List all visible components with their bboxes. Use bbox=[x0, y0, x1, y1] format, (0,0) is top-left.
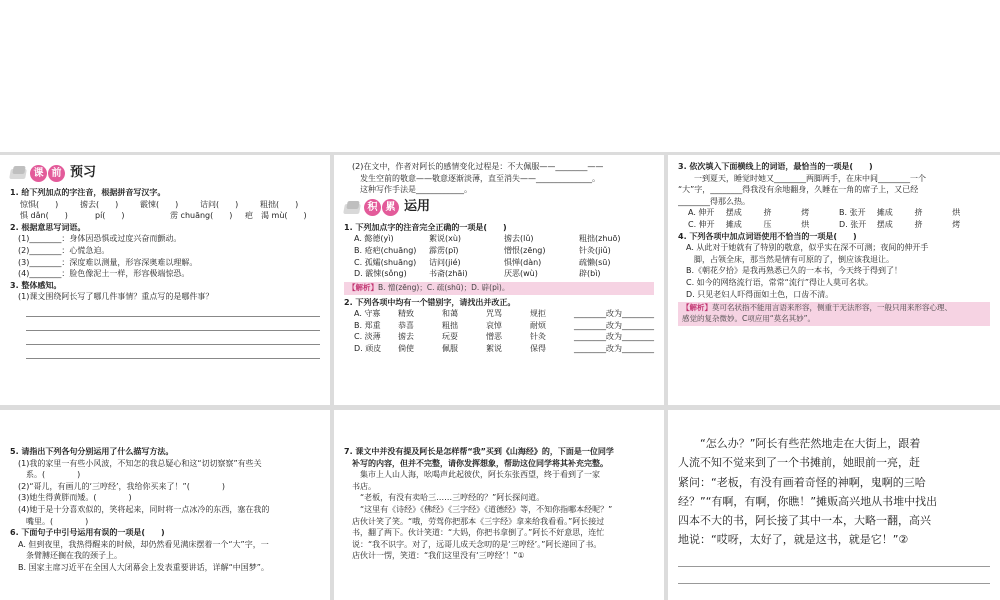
pinyin-row: 惊惧( ) 掳去( ) 霰悚( ) 诘问( ) 粗拙( ) bbox=[20, 199, 299, 209]
passage-line: ________得那么热。 bbox=[678, 196, 750, 206]
passage-line: 店伙计笑了笑。“哦，劳驾你把那本《三字经》拿来给我看看。”阿长接过 bbox=[352, 516, 605, 526]
passage-line: “老板，有没有卖哈三……三哼经的？”阿长探问道。 bbox=[360, 493, 545, 503]
question-title: 3. 整体感知。 bbox=[10, 280, 62, 290]
passage-line: 集市上人山人海，吆喝声此起彼伏，阿长东张西望，终于看到了一家 bbox=[360, 470, 600, 480]
option-item: B. 国家主席习近平在全国人大闭幕会上发表重要讲话，详解“中国梦”。 bbox=[18, 562, 269, 572]
option-row: A. 伸开 摆成 挤 烤 B. 张开 摊成 挤 烘 bbox=[688, 208, 961, 218]
panel-practice bbox=[334, 155, 664, 405]
passage-line: “大”字，________得我没有余地翻身，久睡在一角的席子上，又已经 bbox=[678, 185, 919, 195]
panel-question-7 bbox=[334, 410, 664, 600]
question-title: 7. 课文中并没有提及阿长是怎样帮“我”买到《山海经》的，下面是一位同学 bbox=[344, 447, 614, 456]
option-row: B. 疮疤(chuāng) 霹雳(pī) 憎恨(zēng) 针灸(jiǔ) bbox=[354, 245, 611, 255]
passage-line: 紧问：“老板，有没有画着奇怪的神啊，鬼啊的三哈 bbox=[678, 475, 926, 489]
option-row: C. 伸开 摊成 压 烘 D. 张开 摆成 挤 烤 bbox=[688, 219, 961, 229]
section-header-preview bbox=[10, 161, 320, 185]
passage-line: 一到夏天，睡觉时她又________两脚两手，在床中间________一个 bbox=[694, 173, 926, 183]
analysis-note: 【解析】莫可名状指不能用言语来形容，侧重于无法形容，一般只用来形容心理、 感觉的复杂微妙。C项应用“莫名其妙”。 bbox=[678, 302, 990, 326]
option-item: D. 只见老妇人吓得面如土色，口齿不清。 bbox=[686, 289, 834, 299]
option-row: A. 守寡 精致 和蔼 咒骂 规拒 ________改为________ bbox=[354, 309, 654, 319]
answer-line[interactable] bbox=[26, 305, 320, 317]
book-icon bbox=[344, 200, 362, 216]
continued-text: (2)在文中，作者对阿长的感情变化过程是：不大佩服——________—— bbox=[352, 162, 604, 171]
question-item: 嘴里。( ) bbox=[26, 516, 89, 526]
question-title: 1. 下列加点字的注音完全正确的一项是( ) bbox=[344, 222, 507, 232]
answer-line[interactable] bbox=[26, 333, 320, 345]
question-item: (1)课文围绕阿长写了哪几件事情？重点写的是哪件事？ bbox=[18, 292, 214, 302]
passage-line: 经？”“有啊，有啊，你瞧！”摊贩高兴地从书堆中找出 bbox=[678, 494, 938, 508]
option-row: B. 郑重 恭喜 粗拙 哀悼 耐烦 ________改为________ bbox=[354, 320, 654, 330]
question-title: 1. 给下列加点的字注音，根据拼音写汉字。 bbox=[10, 188, 166, 197]
question-item: (3)________：深度难以测量，形容深奥难以理解。 bbox=[18, 257, 198, 267]
continued-text: 发生空前的敬意——敬意逐渐淡薄，直至消失——______________。 bbox=[360, 173, 600, 183]
option-item: B.《朝花夕拾》是我再熟悉已久的一本书，今天终于得到了！ bbox=[686, 266, 903, 276]
question-title: 2. 下列各项中均有一个错别字，请找出并改正。 bbox=[344, 297, 516, 307]
question-item: (1)我的家里一有些小风波，不知怎的我总疑心和这“切切察察”有些关 bbox=[18, 458, 262, 468]
question-item: (4)她于是十分喜欢似的，笑将起来，同时将一点冰冷的东西，塞在我的 bbox=[18, 504, 270, 514]
question-item: 系。( ) bbox=[26, 470, 81, 480]
passage-line: 四本不大的书，阿长接了其中一本，大略一翻，高兴 bbox=[678, 514, 931, 527]
book-icon bbox=[10, 165, 28, 181]
pinyin-row: 惧 dǎn( ) pí( ) 雳 chuāng( ) 疤 渴 mù( ) bbox=[20, 211, 307, 221]
option-item: C. 如今的网络流行语，常常“流行”得让人莫可名状。 bbox=[686, 277, 873, 287]
section-badge: 课 前 bbox=[30, 165, 66, 182]
answer-line[interactable] bbox=[26, 347, 320, 359]
top-blank-area bbox=[0, 0, 1000, 152]
panel-questions-3-4 bbox=[668, 155, 1000, 405]
option-item: A. 但到夜里，我热得醒来的时候，却仍然看见满床摆着一个“大”字，一 bbox=[18, 539, 269, 549]
section-badge: 积 累 bbox=[364, 199, 400, 216]
panel-questions-5-6 bbox=[0, 410, 330, 600]
question-item: (1)________：身体因恐惧或过度兴奋而颤动。 bbox=[18, 234, 182, 244]
question-title: 5. 请指出下列各句分别运用了什么描写方法。 bbox=[10, 447, 174, 456]
answer-line[interactable] bbox=[678, 567, 990, 584]
question-item: (2)“哥儿，有画儿的‘三哼经’，我给你买来了！”( ) bbox=[18, 481, 225, 491]
question-title: 2. 根据意思写词语。 bbox=[10, 222, 86, 232]
passage-line: 人流不知不觉来到了一个书摊前，她眼前一亮，赶 bbox=[678, 456, 920, 470]
panel-preview bbox=[0, 155, 330, 405]
page-grid bbox=[0, 152, 1000, 600]
passage-line: 店伙计一愣，笑道：“我们这里没有‘三哼经’！”① bbox=[352, 551, 525, 561]
question-item: (4)________：脸色像泥土一样，形容极端惊恐。 bbox=[18, 269, 190, 279]
question-title: 补写的内容，但并不完整，请你发挥想象，帮助这位同学将其补充完整。 bbox=[352, 458, 608, 468]
panel-enlarged-passage bbox=[668, 410, 1000, 600]
option-row: C. 孤孀(shuāng) 诘问(jié) 惧惮(dàn) 疏懒(sū) bbox=[354, 257, 611, 267]
option-item: 脚，占领全床，那当然是情有可原的了，倒应该我退让。 bbox=[694, 254, 894, 264]
passage-line: 书店。 bbox=[352, 481, 376, 491]
option-row: C. 淡薄 掳去 玩耍 憎恶 针灸 ________改为________ bbox=[354, 332, 654, 342]
answer-line[interactable] bbox=[26, 319, 320, 331]
question-item: (3)她生得黄胖而矮。( ) bbox=[18, 493, 132, 503]
option-item: 条臂膊还搁在我的颈子上。 bbox=[26, 551, 122, 561]
option-row: D. 霰悚(sǒng) 书斋(zhāi) 厌恶(wù) 辟(bì) bbox=[354, 269, 601, 279]
passage-line: “怎么办？”阿长有些茫然地走在大街上，跟着 bbox=[700, 437, 921, 450]
passage-line: 书，翻了两下。伙计笑道：“大妈，你把书拿倒了。”阿长不好意思，连忙 bbox=[352, 528, 605, 538]
section-header-practice bbox=[344, 196, 654, 220]
analysis-note: 【解析】B. 憎(zēng)；C. 疏(shū)；D. 辟(pì)。 bbox=[344, 282, 654, 295]
question-title: 6. 下面句子中引号运用有误的一项是( ) bbox=[10, 528, 165, 538]
section-title: 运用 bbox=[404, 199, 431, 215]
question-item: (2)________：心慌急迫。 bbox=[18, 245, 110, 255]
question-title: 4. 下列各项中加点词语使用不恰当的一项是( ) bbox=[678, 231, 857, 241]
option-row: D. 顽皮 倘使 佩服 絮说 保得 ________改为________ bbox=[354, 344, 654, 353]
option-item: A. 从此对于她就有了特别的敬意，似乎实在深不可测；夜间的伸开手 bbox=[686, 243, 929, 253]
section-title: 预习 bbox=[70, 164, 97, 180]
question-title: 3. 依次填入下面横线上的词语，最恰当的一项是( ) bbox=[678, 162, 873, 171]
passage-line: 地说：“哎呀，太好了，就是这书，就是它！”② bbox=[678, 533, 909, 547]
passage-line: “这里有《诗经》《佛经》《三字经》《道德经》等，不知你指哪本经呢？” bbox=[360, 504, 613, 514]
option-row: A. 懿德(yì) 絮说(xù) 掳去(lǔ) 粗拙(zhuō) bbox=[354, 234, 621, 244]
answer-line[interactable] bbox=[678, 550, 990, 567]
continued-text: 这种写作手法是____________。 bbox=[360, 185, 472, 195]
passage-line: 说：“我不识字。对了，远哥儿成天念叨的是‘三哼经’。”阿长递回了书。 bbox=[352, 539, 602, 549]
